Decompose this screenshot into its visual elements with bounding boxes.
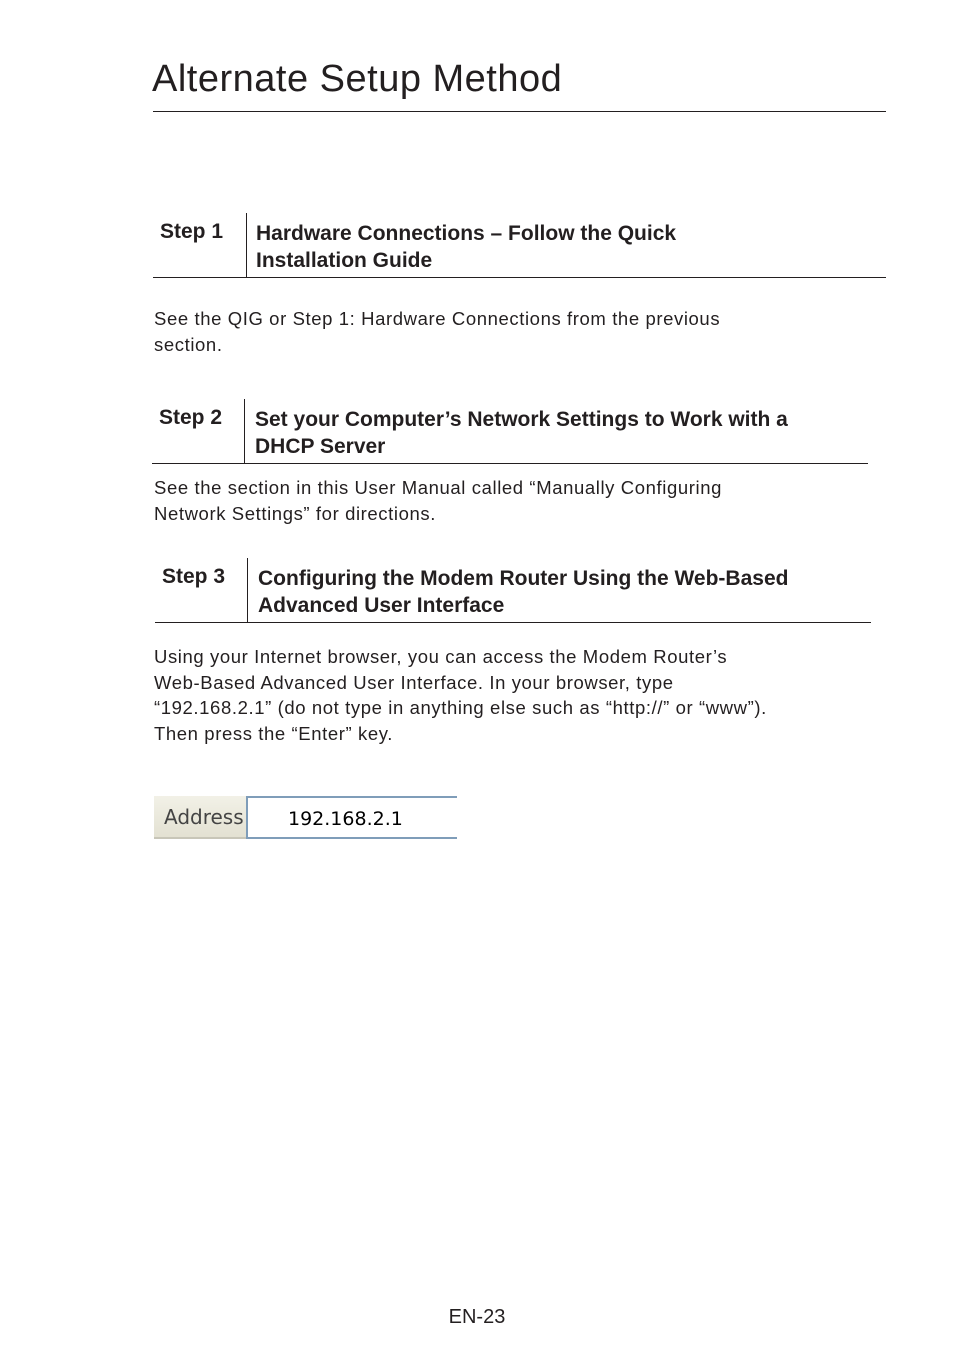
step-label: Step 1 [160, 220, 224, 243]
step-1-header [153, 213, 886, 278]
step-1-text [154, 306, 720, 357]
step-heading [258, 565, 788, 619]
text-line: See the QIG or Step 1: Hardware Connections from the previous [154, 308, 721, 329]
page-number: EN-23 [448, 1306, 506, 1328]
step-heading [255, 406, 788, 460]
step-label: Step 3 [162, 565, 226, 588]
text-line: section. [154, 333, 223, 355]
step-heading [256, 220, 676, 274]
step-divider [246, 213, 247, 278]
text-line: See the section in this User Manual called “Manually Configuring [154, 477, 722, 498]
step-heading-line: Set your Computer’s Network Settings to Work with a [255, 408, 788, 431]
step-3-header [155, 558, 871, 623]
text-line: “192.168.2.1” (do not type in anything else such as “http://” or “www”). [154, 697, 767, 718]
text-line: Using your Internet browser, you can access the Modem Router’s [154, 646, 728, 667]
step-rule [155, 622, 871, 623]
text-line: Then press the “Enter” key. [154, 722, 393, 744]
text-line: Network Settings” for directions. [154, 502, 436, 524]
step-divider [244, 399, 245, 464]
step-2-text [154, 475, 722, 526]
step-rule [152, 463, 868, 464]
step-divider [247, 558, 248, 623]
step-heading-line: DHCP Server [255, 435, 386, 458]
step-label: Step 2 [159, 406, 223, 429]
page-title: Alternate Setup Method [152, 58, 563, 100]
step-2-header [152, 399, 868, 464]
step-3-text [154, 644, 767, 746]
step-rule [153, 277, 886, 278]
text-line: Web-Based Advanced User Interface. In your browser, type [154, 671, 674, 693]
address-input: 192.168.2.1 [246, 796, 457, 839]
address-label: Address [154, 796, 246, 839]
step-heading-line: Installation Guide [256, 249, 433, 272]
title-divider [153, 111, 886, 112]
step-heading-line: Configuring the Modem Router Using the Web-Based [258, 567, 789, 590]
address-bar-screenshot [154, 796, 457, 842]
step-heading-line: Advanced User Interface [258, 594, 505, 617]
step-heading-line: Hardware Connections – Follow the Quick [256, 222, 677, 245]
